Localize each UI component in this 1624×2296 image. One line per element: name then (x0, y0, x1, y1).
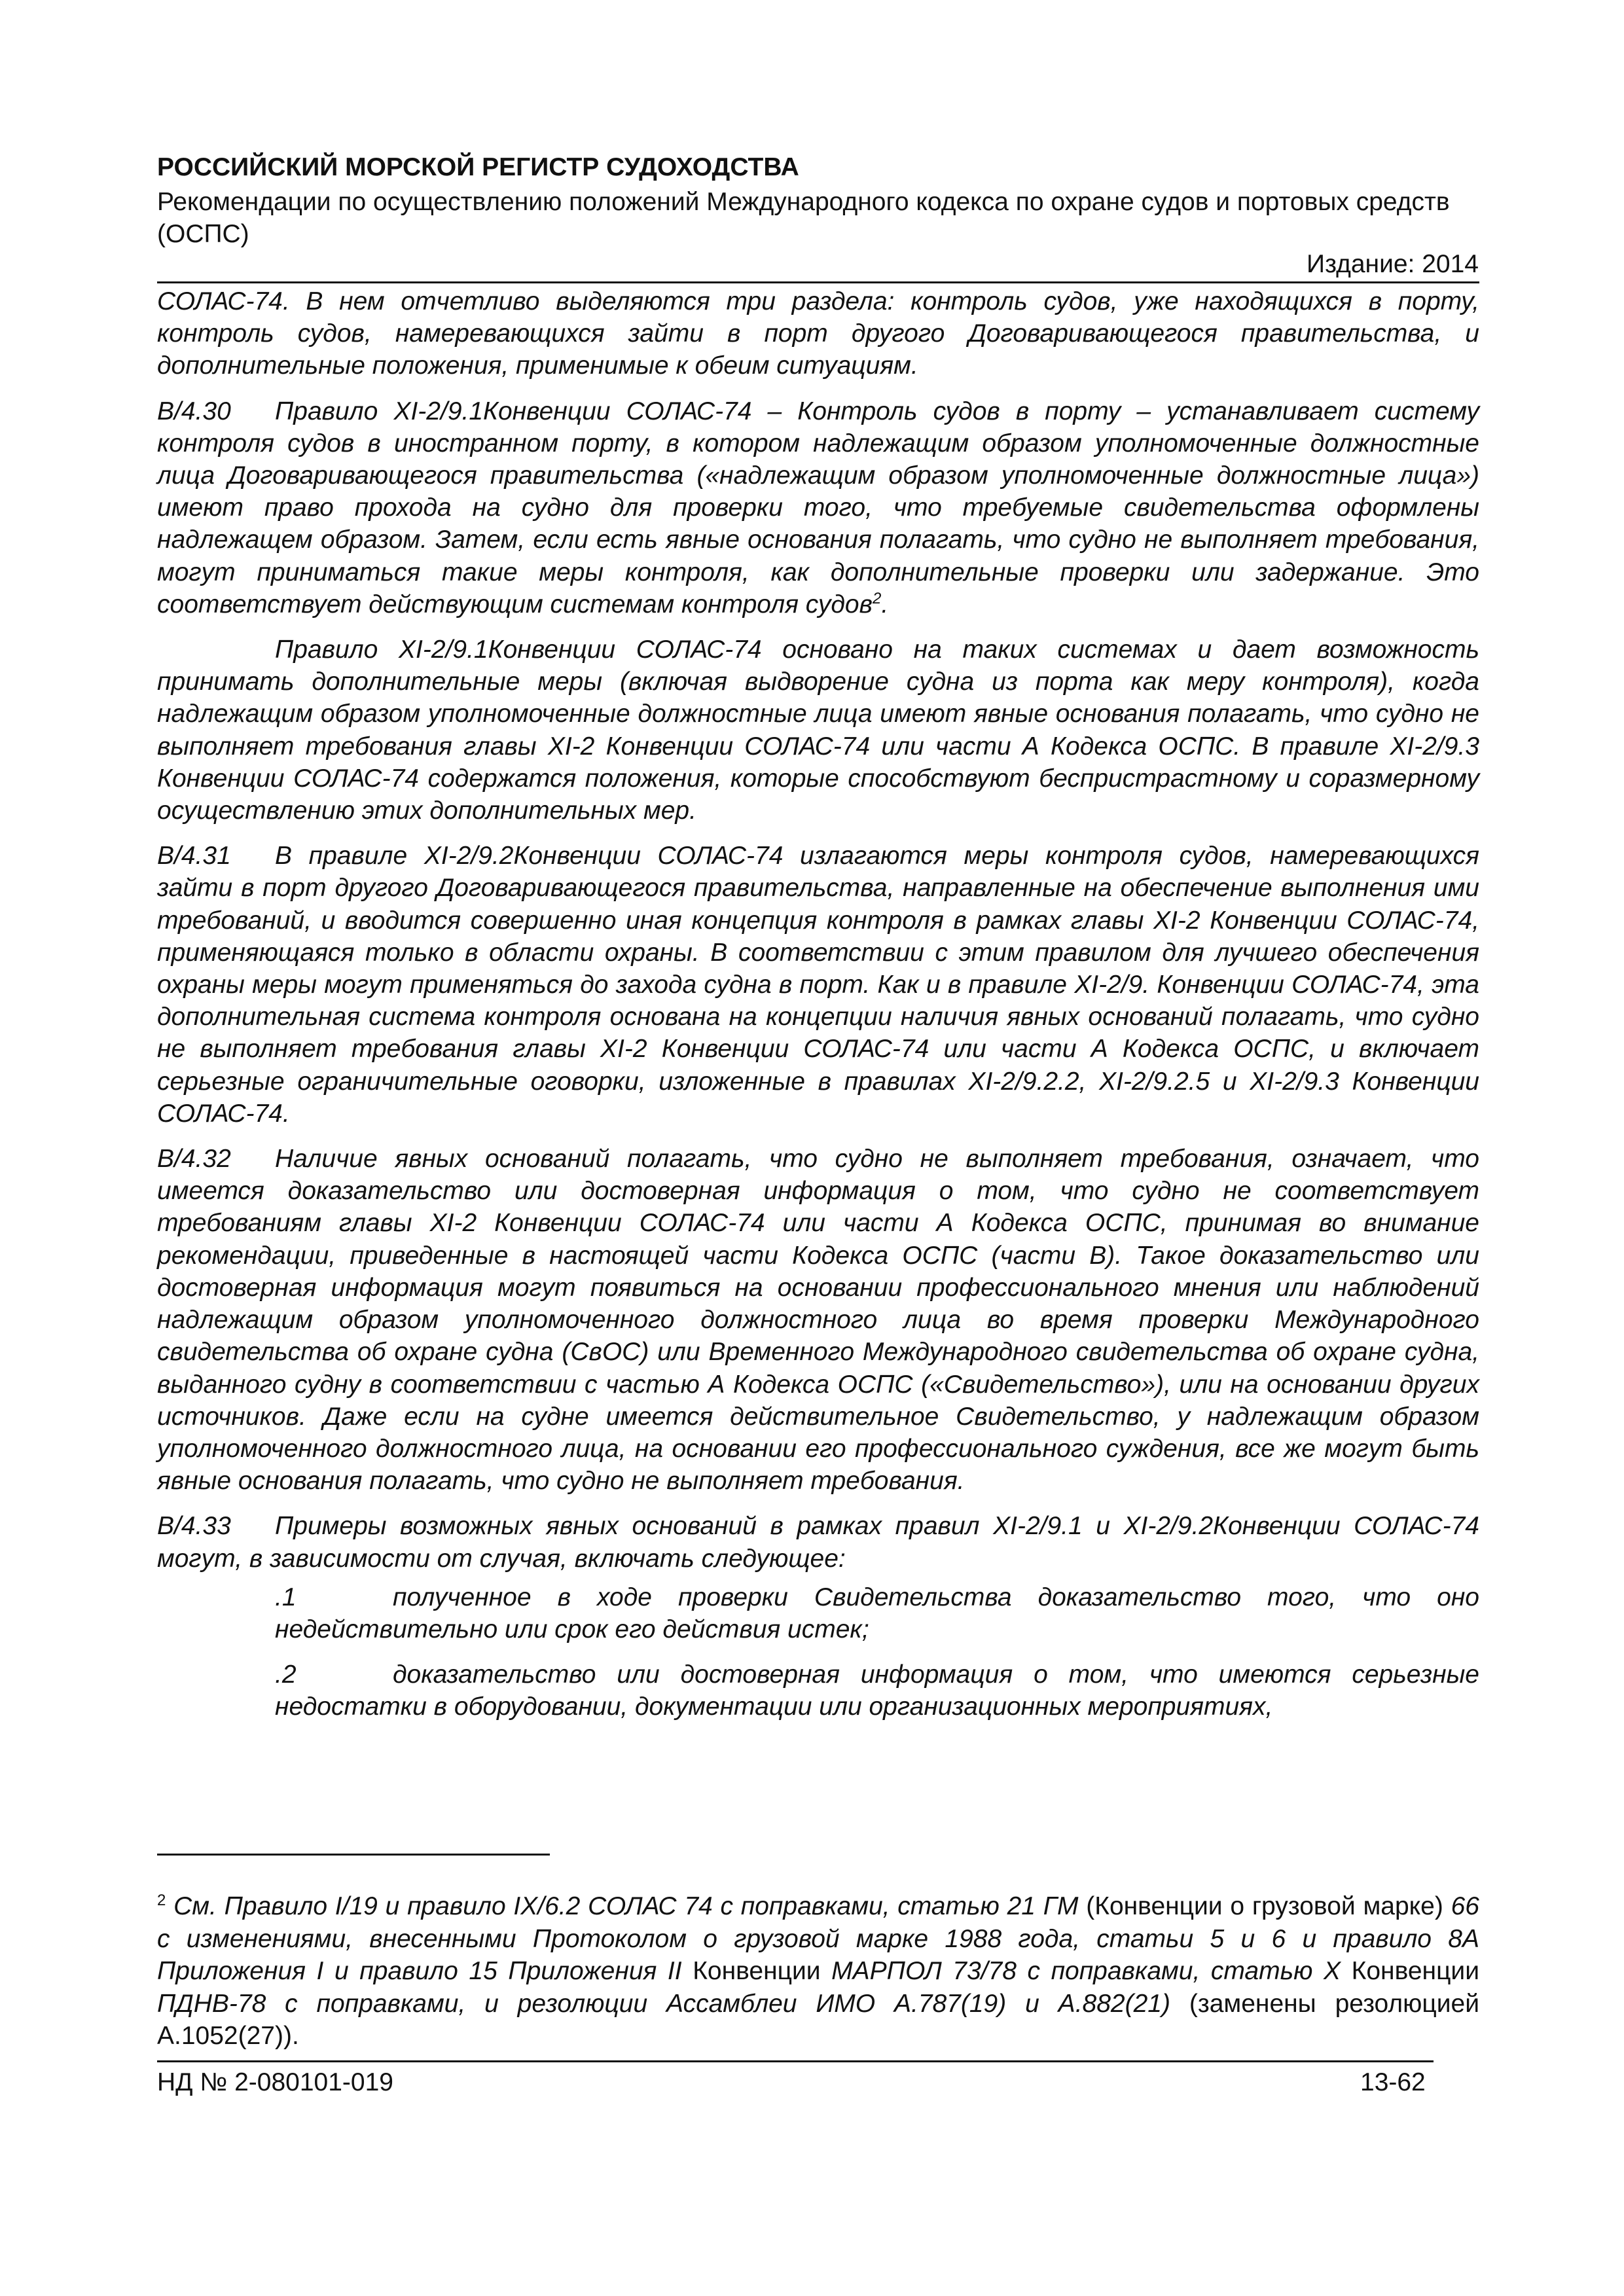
list-item-text: полученное в ходе проверки Свидетельства доказательство того, что оно недействительно или срок его действия истек; (275, 1583, 1479, 1643)
register-title: РОССИЙСКИЙ МОРСКОЙ РЕГИСТР СУДОХОДСТВА (157, 153, 799, 181)
footnote-text: Конвенции (693, 1957, 821, 1985)
list-item-number: .2 (275, 1660, 297, 1689)
header-divider (157, 281, 1479, 283)
paragraph-b432 (157, 1143, 1479, 1497)
footnote-divider (157, 1854, 550, 1856)
paragraph-number: B/4.32 (157, 1145, 231, 1174)
footnote-text: 66 с изменениями, внесенными Протоколом о грузовой марке 1988 года, статьи 5 и 6 и правило 8А Приложения I и правило 15 Приложения II (157, 1892, 1479, 1985)
footnote (157, 1890, 1479, 2053)
footnote-text: Конвенции (1351, 1957, 1479, 1985)
list-item-text: доказательство или достоверная информация о том, что имеются серьезные недостатки в оборудовании, документации или организационных мероприятиях, (275, 1660, 1479, 1721)
intro-paragraph: СОЛАС-74. В нем отчетливо выделяются три раздела: контроль судов, уже находящихся в порту, контроль судов, намеревающихся зайти в порт другого Договаривающегося правительства, и дополнительные положения, применимые к обеим ситуациям. (157, 287, 1479, 380)
paragraph-b430-continued: Правило XI-2/9.1Конвенции СОЛАС-74 основано на таких системах и дает возможность принимать дополнительные меры (включая выдворение судна из порта как меру контроля), когда надлежащим образом уполномоченные должностные лица имеют явные основания полагать, что судно не выполняет требования главы XI-2 Конвенции СОЛАС-74 или части А Кодекса ОСПС. В правиле XI-2/9.3 Конвенции СОЛАС-74 содержатся положения, которые способствуют беспристрастному и соразмерному осуществлению этих дополнительных мер. (157, 636, 1479, 825)
paragraph-b431 (157, 840, 1479, 1130)
paragraph-number: B/4.31 (157, 842, 231, 870)
footnote-text: (Конвенции о грузовой марке) (1086, 1892, 1443, 1920)
paragraph-end: . (881, 590, 889, 619)
list-item (275, 1659, 1479, 1723)
paragraph-text: Наличие явных оснований полагать, что судно не выполняет требования, означает, что имеется доказательство или достоверная информация о том, что судно не соответствует требованиям главы XI-2 Конвенции СОЛАС-74 или части А Кодекса ОСПС, принимая во внимание рекомендации, приведенные в настоящей части Кодекса ОСПС (части В). Такое доказательство или достоверная информация могут появиться на основании профессионального мнения или наблюдений надлежащим образом уполномоченного должностного лица во время проверки Международного свидетельства об охране судна (СвОС) или Временного Международного свидетельства об охране судна, выданного судну в соответствии с частью А Кодекса ОСПС («Свидетельство»), или на основании других источников. Даже если на судне имеется действительное Свидетельство, у надлежащим образом уполномоченного должностного лица, на основании его профессионального суждения, все же могут быть явные основания полагать, что судно не выполняет требования. (157, 1145, 1479, 1496)
paragraph-text: Правило XI-2/9.1Конвенции СОЛАС-74 – Контроль судов в порту – устанавливает систему контроля судов в иностранном порту, в котором надлежащим образом уполномоченные должностные лица Договаривающегося правительства («надлежащим образом уполномоченные должностные лица») имеют право прохода на судно для проверки того, что требуемые свидетельства оформлены надлежащем образом. Затем, если есть явные основания полагать, что судно не выполняет требования, могут приниматься такие меры контроля, как дополнительные проверки или задержание. Это соответствует действующим системам контроля судов (157, 397, 1479, 619)
paragraph-b433 (157, 1510, 1479, 1574)
document-subtitle: Рекомендации по осуществлению положений Международного кодекса по охране судов и портовых средств (ОСПС) (157, 188, 1450, 248)
footnote-text: МАРПОЛ 73/78 с поправками, статью Х (831, 1957, 1341, 1985)
document-body (157, 285, 1479, 1736)
footer-divider (157, 2060, 1434, 2062)
list-item (275, 1581, 1479, 1645)
paragraph-b430 (157, 395, 1479, 620)
footnote-text: ПДНВ-78 с поправками, и резолюции Ассамблеи ИМО А.787(19) и А.882(21) (157, 1989, 1170, 2018)
paragraph-number: B/4.33 (157, 1512, 231, 1541)
footnote-reference[interactable]: 2 (872, 589, 882, 607)
page-number: 13-62 (1360, 2068, 1426, 2096)
footnote-text: (заменены резолюцией А.1052(27)). (157, 1989, 1479, 2050)
paragraph-number: B/4.30 (157, 397, 231, 425)
footnote-text: См. Правило I/19 и правило IX/6.2 СОЛАС 74 с поправками, статью 21 ГМ (173, 1892, 1079, 1920)
footnote-number: 2 (157, 1892, 166, 1909)
paragraph-text: Примеры возможных явных оснований в рамках правил XI-2/9.1 и XI-2/9.2Конвенции СОЛАС-74 могут, в зависимости от случая, включать следующее: (157, 1512, 1479, 1573)
document-number: НД № 2-080101-019 (157, 2068, 393, 2096)
edition-label: Издание: 2014 (1307, 250, 1479, 278)
examples-list (157, 1581, 1479, 1723)
paragraph-text: В правиле XI-2/9.2Конвенции СОЛАС-74 излагаются меры контроля судов, намеревающихся зайти в порт другого Договаривающегося правительства, направленные на обеспечение выполнения ими требований, и вводится совершенно иная концепция контроля в рамках главы XI-2 Конвенции СОЛАС-74, применяющаяся только в области охраны. В соответствии с этим правилом для лучшего обеспечения охраны меры могут применяться до захода судна в порт. Как и в правиле XI-2/9. Конвенции СОЛАС-74, эта дополнительная система контроля основана на концепции наличия явных оснований полагать, что судно не выполняет требования главы XI-2 Конвенции СОЛАС-74 или части А Кодекса ОСПС, и включает серьезные ограничительные оговорки, изложенные в правилах XI-2/9.2.2, XI-2/9.2.5 и XI-2/9.3 Конвенции СОЛАС-74. (157, 842, 1479, 1128)
list-item-number: .1 (275, 1583, 297, 1611)
